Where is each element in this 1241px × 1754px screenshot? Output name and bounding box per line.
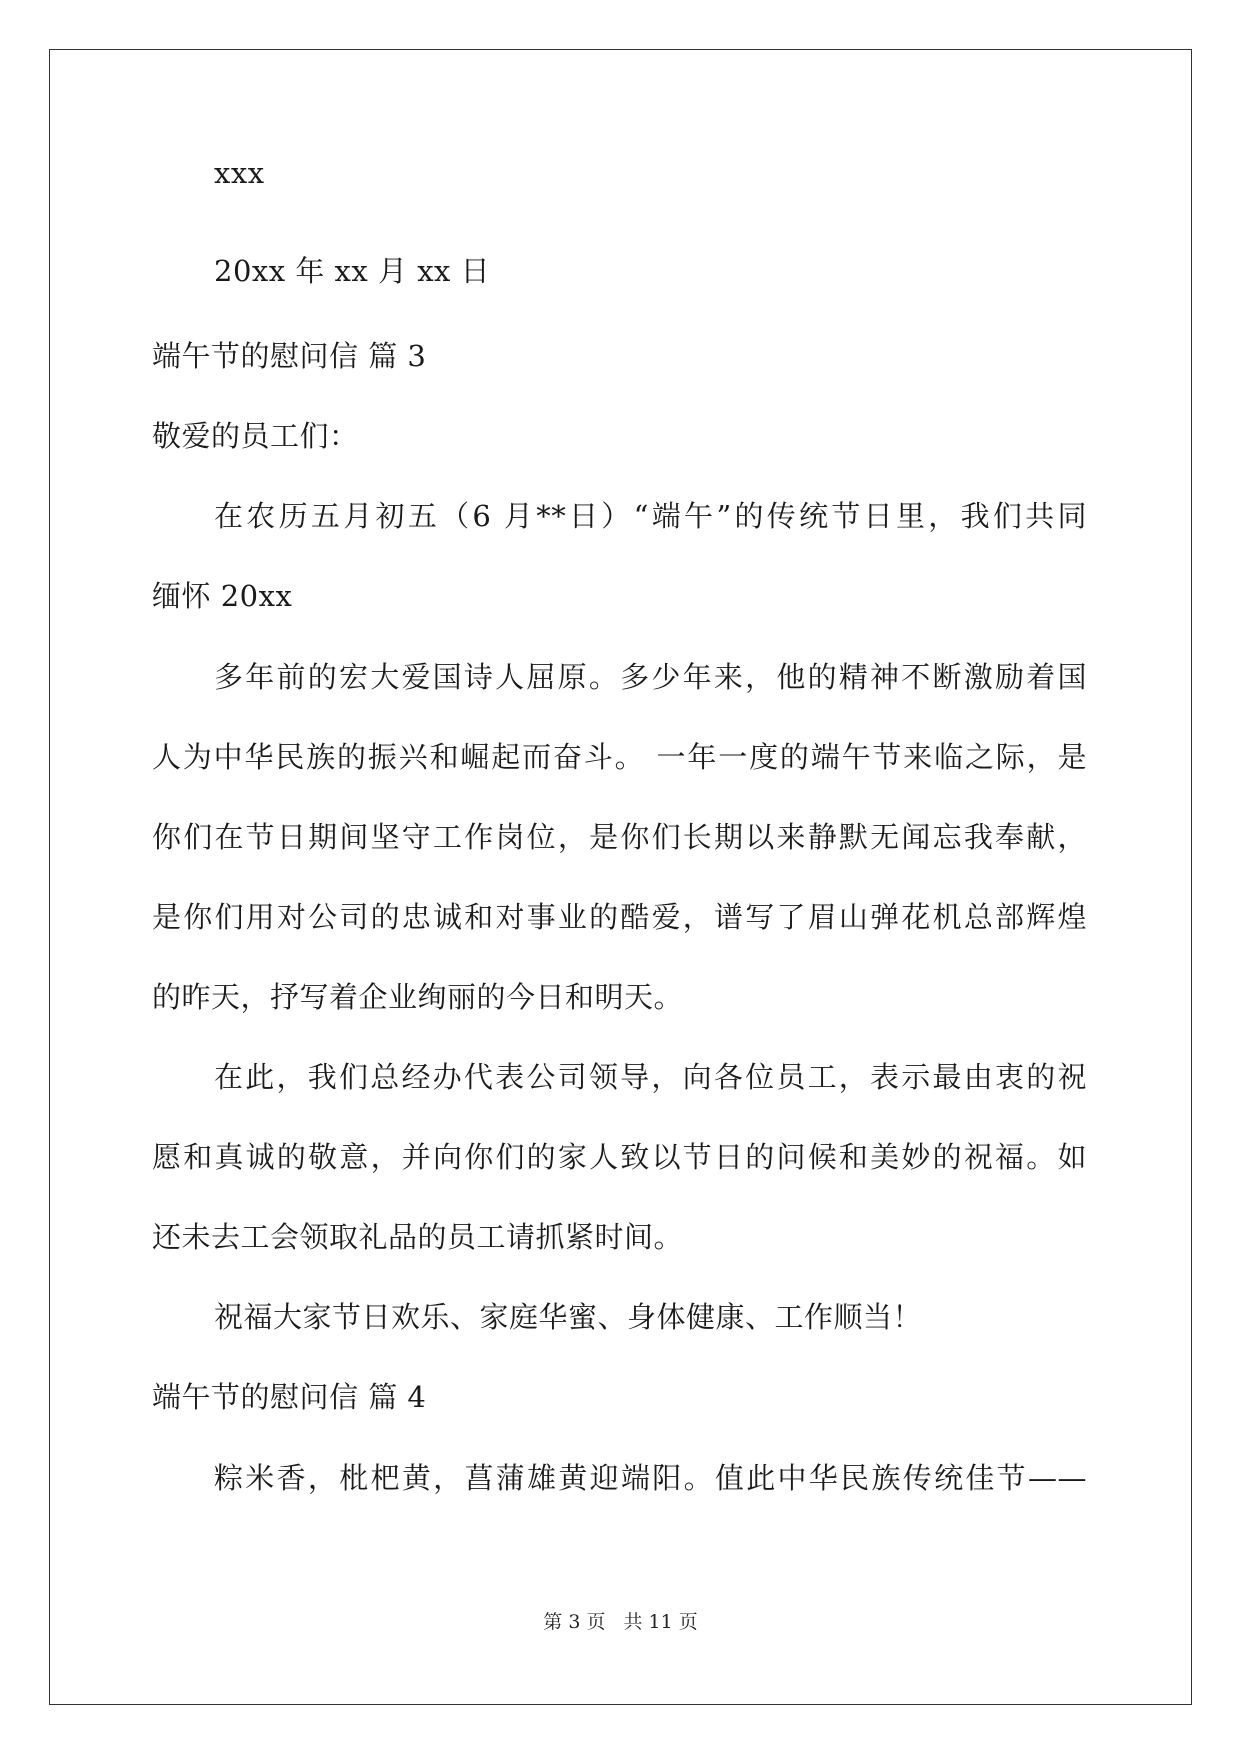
page-frame <box>49 49 1192 1705</box>
signature-line: xxx <box>214 156 265 190</box>
section-heading-4: 端午节的慰问信 篇 4 <box>152 1380 427 1414</box>
paragraph-line: 在农历五月初五（6 月**日）“端午”的传统节日里，我们共同 <box>214 499 1087 533</box>
paragraph-line: 还未去工会领取礼品的员工请抓紧时间。 <box>152 1220 684 1254</box>
page-total: 共 11 页 <box>623 1611 698 1633</box>
paragraph-line: 多年前的宏大爱国诗人屈原。多少年来，他的精神不断激励着国 <box>214 660 1087 694</box>
paragraph-line: 人为中华民族的振兴和崛起而奋斗。 一年一度的端午节来临之际，是 <box>152 740 1087 774</box>
date-line: 20xx 年 xx 月 xx 日 <box>214 254 491 288</box>
paragraph-line: 愿和真诚的敬意，并向你们的家人致以节日的问候和美妙的祝福。如 <box>152 1140 1087 1174</box>
paragraph-line: 在此，我们总经办代表公司领导，向各位员工，表示最由衷的祝 <box>214 1060 1087 1094</box>
section-heading-3: 端午节的慰问信 篇 3 <box>152 339 427 373</box>
page-number: 第 3 页 <box>543 1611 606 1633</box>
paragraph-line: 祝福大家节日欢乐、家庭华蜜、身体健康、工作顺当！ <box>214 1300 923 1334</box>
salutation: 敬爱的员工们： <box>152 419 359 453</box>
paragraph-line: 缅怀 20xx <box>152 579 293 613</box>
paragraph-line: 的昨天，抒写着企业绚丽的今日和明天。 <box>152 980 684 1014</box>
paragraph-line: 是你们用对公司的忠诚和对事业的酷爱，谱写了眉山弹花机总部辉煌 <box>152 900 1087 934</box>
paragraph-line: 粽米香，枇杷黄，菖蒲雄黄迎端阳。值此中华民族传统佳节—— <box>214 1461 1087 1495</box>
page-footer <box>0 1610 1241 1634</box>
paragraph-line: 你们在节日期间坚守工作岗位，是你们长期以来静默无闻忘我奉献， <box>152 820 1087 854</box>
